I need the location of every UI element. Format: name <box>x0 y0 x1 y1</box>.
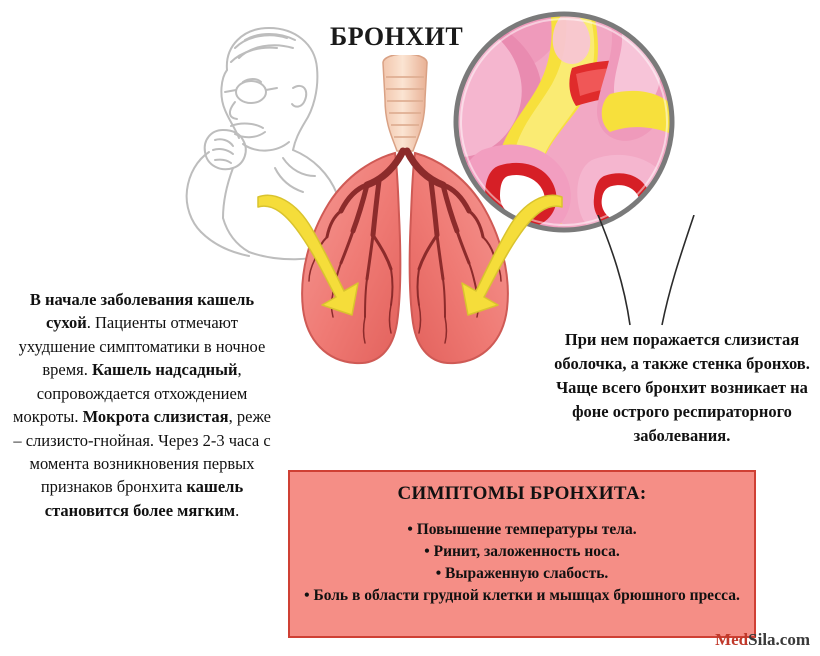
symptoms-heading: СИМПТОМЫ БРОНХИТА: <box>397 483 647 504</box>
leader-lines <box>590 215 720 330</box>
symptom-item: • Ринит, заложенность носа. <box>424 543 620 560</box>
page-title: БРОНХИТ <box>330 22 464 51</box>
symptoms-list <box>290 519 754 607</box>
watermark <box>715 630 810 650</box>
symptom-item: • Боль в области грудной клетки и мышцах брюшного пресса. <box>304 587 740 604</box>
right-description: При нем поражается слизистая оболочка, а также стенка бронхов. Чаще всего бронхит возникает на фоне острого респираторного заболевания. <box>554 330 810 445</box>
left-text-seg-3: , сопровождается отхождением мокроты. <box>13 360 248 427</box>
bronchus-cross-section-magnified <box>452 10 676 234</box>
left-text-seg-0: В начале заболевания кашель сухой <box>29 290 255 333</box>
left-text-seg-5: , реже – слизисто-гнойная. Через 2-3 часа с момента возникновения первых признаков бронхита <box>13 407 271 497</box>
left-text-seg-4: Мокрота слизистая <box>82 407 229 427</box>
left-text-seg-1: . Пациенты отмечают ухудшение симптоматики в ночное время. <box>18 313 266 380</box>
left-text-seg-7: . <box>235 500 240 520</box>
watermark-suffix: Sila.com <box>748 630 810 649</box>
symptom-item: • Выраженную слабость. <box>435 565 609 582</box>
left-text-seg-2: Кашель надсадный <box>92 360 238 380</box>
left-text-seg-6: кашель становится более мягким <box>44 477 244 520</box>
symptoms-box <box>288 470 756 638</box>
left-description <box>8 288 276 522</box>
watermark-prefix: Med <box>715 630 749 649</box>
symptom-item: • Повышение температуры тела. <box>407 521 637 538</box>
